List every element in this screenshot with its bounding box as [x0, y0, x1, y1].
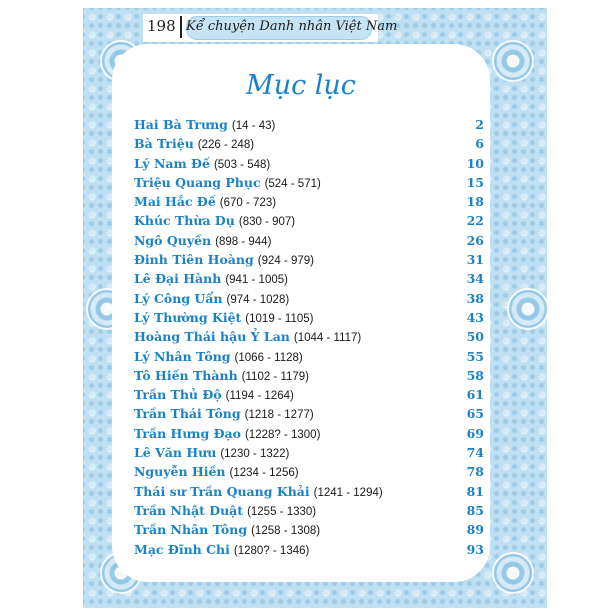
- toc-entry: [134, 424, 484, 443]
- toc-entry-years: (1255 - 1330): [247, 505, 317, 518]
- corner-ornament-icon: [492, 40, 534, 82]
- toc-entry-years: (14 - 43): [231, 120, 276, 132]
- toc-entry-years: (1234 - 1256): [229, 467, 299, 480]
- toc-entry-years: (1258 - 1308): [251, 525, 321, 538]
- toc-entry-name: Lý Nhân Tông: [134, 348, 231, 364]
- toc-entry-page: 61: [466, 387, 484, 403]
- toc-entry-years: (1230 - 1322): [220, 448, 290, 461]
- toc-entry-page: 69: [466, 425, 484, 441]
- toc-entry-name: Trần Nhân Tông: [134, 522, 248, 538]
- toc-entry-name: Nguyễn Hiền: [134, 464, 226, 480]
- toc-entry-page: 22: [466, 213, 484, 229]
- toc-entry-name: Mai Hắc Đế: [134, 194, 216, 210]
- toc-entry: [134, 327, 484, 346]
- toc-entry-years: (1280? - 1346): [233, 544, 310, 557]
- toc-entry: [134, 115, 484, 134]
- toc-entry: [134, 520, 484, 539]
- corner-ornament-icon: [492, 552, 534, 594]
- toc-entry-page: 38: [466, 290, 484, 306]
- toc-entry-name: Bà Triệu: [134, 136, 194, 152]
- toc-entry: [134, 231, 484, 250]
- toc-entry-page: 85: [466, 502, 484, 518]
- toc-entry: [134, 347, 484, 366]
- toc-entry-years: (524 - 571): [264, 177, 321, 190]
- toc-entry: [134, 482, 484, 501]
- toc-entry-page: 18: [466, 194, 484, 210]
- toc-entry-name: Thái sư Trần Quang Khải: [134, 483, 310, 499]
- toc-entry: [134, 250, 484, 269]
- toc-entry-years: (830 - 907): [238, 216, 296, 229]
- toc-entry-years: (1019 - 1105): [245, 312, 314, 325]
- toc-entry-name: Hai Bà Trưng: [134, 117, 228, 132]
- toc-entry-years: (1218 - 1277): [244, 409, 314, 422]
- toc-entry-name: Mạc Đĩnh Chi: [134, 541, 230, 557]
- toc-entry-page: 26: [466, 232, 484, 248]
- toc-title: Mục lục: [246, 70, 356, 101]
- toc-entry-page: 34: [466, 271, 484, 287]
- toc-entry: [134, 462, 484, 481]
- toc-entry-name: Đinh Tiên Hoàng: [134, 252, 254, 268]
- toc-entry-page: 93: [466, 541, 484, 557]
- toc-entry-page: 15: [466, 174, 484, 190]
- toc-entry-name: Hoàng Thái hậu Ỷ Lan: [134, 329, 290, 345]
- toc-entry: [134, 404, 484, 423]
- toc-entry: [134, 366, 484, 385]
- toc-entry-years: (924 - 979): [257, 255, 314, 268]
- toc-entry-name: Trần Nhật Duật: [134, 502, 244, 518]
- toc-entry: [134, 134, 484, 153]
- toc-entry-page: 2: [475, 117, 484, 132]
- page-number: 198: [147, 17, 176, 35]
- toc-entry-years: (1102 - 1179): [241, 370, 310, 383]
- toc-entry-years: (941 - 1005): [225, 274, 288, 287]
- toc-entry-page: 74: [466, 445, 484, 461]
- toc-entry-years: (1194 - 1264): [225, 390, 294, 403]
- toc-entry: [134, 154, 484, 173]
- toc-entry-name: Lê Đại Hành: [134, 271, 222, 287]
- side-ornament-icon: [507, 288, 549, 330]
- toc-entry-years: (974 - 1028): [226, 293, 290, 306]
- toc-entry: [134, 173, 484, 192]
- toc-entry-name: Tô Hiến Thành: [134, 367, 238, 383]
- toc-entry-years: (1066 - 1128): [234, 351, 303, 364]
- toc-entry-years: (898 - 944): [215, 235, 272, 248]
- toc-entry: [134, 501, 484, 520]
- toc-entry-page: 81: [466, 483, 484, 499]
- toc-entry: [134, 308, 484, 327]
- book-title: Kể chuyện Danh nhân Việt Nam: [186, 19, 398, 34]
- toc-entry-name: Trần Thủ Độ: [134, 387, 222, 403]
- toc-entry-years: (1044 - 1117): [293, 332, 362, 345]
- toc-entry-page: 89: [466, 522, 484, 538]
- toc-entry-name: Lý Thường Kiệt: [134, 309, 242, 325]
- toc-entry-name: Triệu Quang Phục: [134, 174, 261, 190]
- toc-entry-years: (503 - 548): [213, 158, 271, 171]
- toc-entry-page: 65: [466, 406, 484, 422]
- toc-entry: [134, 385, 484, 404]
- toc-entry-years: (226 - 248): [197, 139, 255, 152]
- toc-entry-page: 55: [466, 348, 484, 364]
- toc-entry-page: 78: [466, 464, 484, 480]
- toc-entry: [134, 211, 484, 230]
- toc-entry: [134, 269, 484, 288]
- toc-entry: [134, 443, 484, 462]
- toc-entry-name: Lý Công Uẩn: [134, 290, 223, 306]
- header-divider: [180, 16, 182, 38]
- toc-entry-name: Khúc Thừa Dụ: [134, 213, 235, 229]
- toc-entry-name: Trần Thái Tông: [134, 406, 241, 422]
- toc-entry-years: (1241 - 1294): [313, 486, 383, 499]
- toc-entry-name: Lý Nam Đế: [134, 155, 210, 171]
- toc-entry-page: 31: [466, 252, 484, 268]
- toc-entry-page: 6: [475, 136, 484, 152]
- toc-entry-page: 50: [466, 329, 484, 345]
- toc-list: [134, 115, 484, 559]
- toc-entry-page: 10: [466, 155, 484, 171]
- toc-entry: [134, 540, 484, 559]
- toc-entry-years: (1228? - 1300): [244, 428, 321, 441]
- toc-entry-page: 43: [466, 309, 484, 325]
- toc-entry: [134, 192, 484, 211]
- toc-entry-page: 58: [466, 367, 484, 383]
- toc-entry-name: Trần Hưng Đạo: [134, 425, 241, 441]
- toc-entry: [134, 289, 484, 308]
- toc-entry-years: (670 - 723): [219, 197, 277, 210]
- toc-entry-name: Ngô Quyền: [134, 232, 212, 248]
- toc-entry-name: Lê Văn Hưu: [134, 445, 217, 461]
